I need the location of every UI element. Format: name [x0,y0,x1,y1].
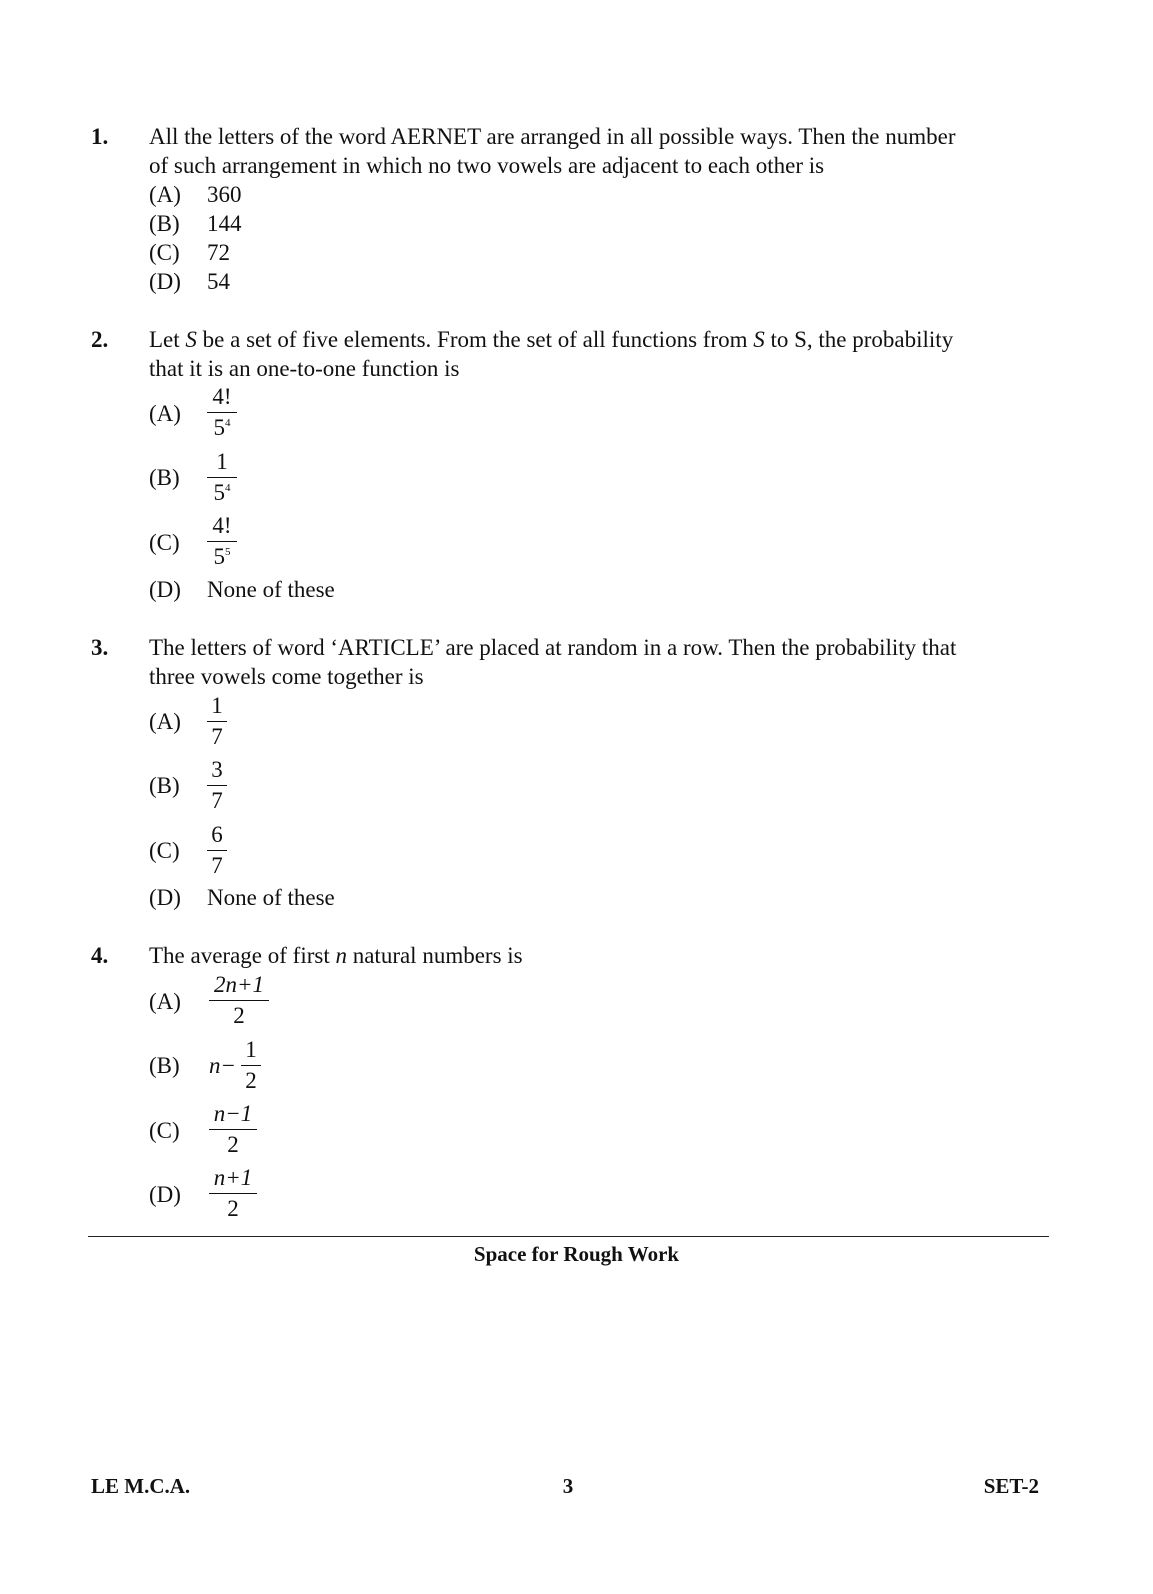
question-3-number: 3. [91,635,109,660]
option-label: (D) [149,577,181,602]
question-2-text-line-2: that it is an one-to-one function is [149,356,460,381]
fraction: $\frac{1}{2}$ [241,1035,261,1095]
option-label: (B) [149,773,180,798]
fraction: $\frac{1}{5^4}$ [207,447,237,507]
option-label: (D) [149,885,181,910]
option-label: (A) [149,989,181,1014]
fraction: $\frac{6}{7}$ [207,820,227,880]
fraction: $\frac{n+1}{2}$ [209,1163,257,1223]
fraction: $\frac{2n+1}{2}$ [209,970,269,1030]
question-1-text-line-1: All the letters of the word AERNET are arranged in all possible ways. Then the number [149,124,956,149]
option-label: (C) [149,240,180,265]
question-2-number: 2. [91,327,109,352]
option-label: (B) [149,465,180,490]
question-3-text-line-1: The letters of word ‘ARTICLE’ are placed at random in a row. Then the probability that [149,635,957,660]
question-4-number: 4. [91,943,109,968]
option-label: (A) [149,401,181,426]
option-value: None of these [207,577,335,602]
question-2-text-line-1: Let S be a set of five elements. From the set of all functions from S to S, the probability [149,327,954,352]
footer-exam-name: LE M.C.A. [91,1474,191,1498]
option-label: (D) [149,1182,181,1207]
expression-prefix: n− [209,1053,237,1078]
option-label: (C) [149,1118,180,1143]
fraction: $\frac{3}{7}$ [207,755,227,815]
question-1-number: 1. [91,124,109,149]
rough-work-heading: Space for Rough Work [473,1242,680,1266]
option-label: (C) [149,530,180,555]
option-value: 144 [207,211,242,236]
option-label: (B) [149,211,180,236]
option-label: (A) [149,709,181,734]
option-value: 54 [207,269,230,294]
footer-page-number: 3 [562,1474,574,1498]
footer-set-code: SET-2 [983,1474,1039,1498]
option-label: (A) [149,182,181,207]
fraction: $\frac{n-1}{2}$ [209,1099,257,1159]
option-value: None of these [207,885,335,910]
option-label: (D) [149,269,181,294]
option-label: (B) [149,1053,180,1078]
option-value: 72 [207,240,230,265]
fraction: $\frac{4!}{5^5}$ [207,511,237,571]
question-3-text-line-2: three vowels come together is [149,664,424,689]
question-1-text-line-2: of such arrangement in which no two vowels are adjacent to each other is [149,153,825,178]
divider [88,1236,1049,1237]
question-4-text: The average of first n natural numbers is [149,943,523,968]
option-label: (C) [149,838,180,863]
option-value: 360 [207,182,242,207]
fraction: $\frac{1}{7}$ [207,691,227,751]
fraction: $\frac{4!}{5^4}$ [207,382,237,442]
